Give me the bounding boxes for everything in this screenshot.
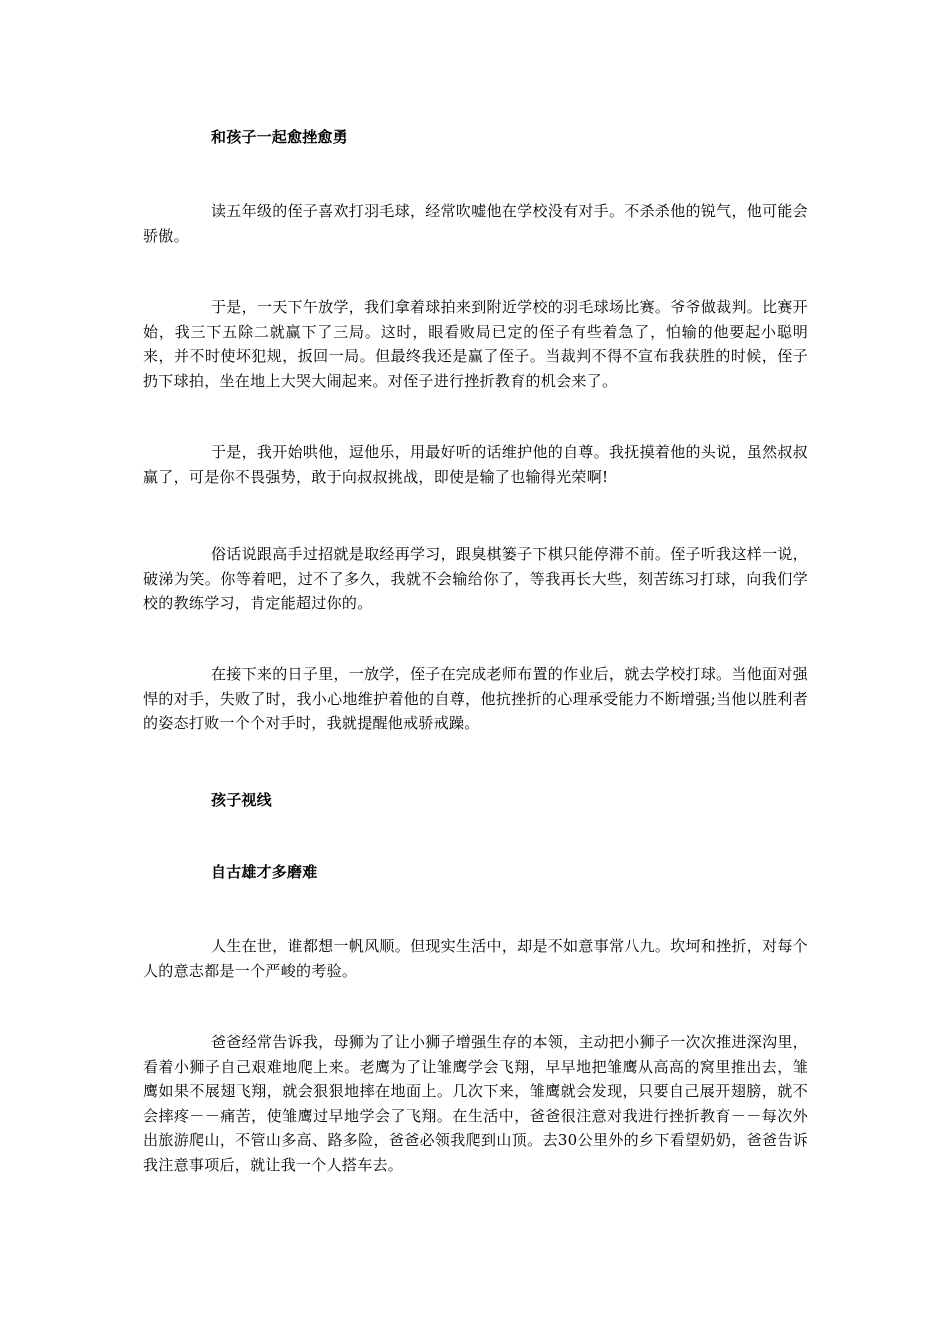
paragraph: 在接下来的日子里，一放学，侄子在完成老师布置的作业后，就去学校打球。当他面对强悍的对手，失败了时，我小心地维护着他的自尊，他抗挫折的心理承受能力不断增强;当他以胜利者的姿态打败一个个对手时，我就提醒他戒骄戒躁。	[143, 665, 808, 732]
section-title: 自古雄才多磨难	[211, 863, 318, 881]
paragraph: 于是，一天下午放学，我们拿着球拍来到附近学校的羽毛球场比赛。爷爷做裁判。比赛开始，我三下五除二就赢下了三局。这时，眼看败局已定的侄子有些着急了，怕输的他要起小聪明来，并不时使坏犯规，扳回一局。但最终我还是赢了侄子。当裁判不得不宣布我获胜的时候，侄子扔下球拍，坐在地上大哭大闹起来。对侄子进行挫折教育的机会来了。	[143, 298, 808, 390]
paragraph: 爸爸经常告诉我，母狮为了让小狮子增强生存的本领，主动把小狮子一次次推进深沟里，看着小狮子自己艰难地爬上来。老鹰为了让雏鹰学会飞翔，早早地把雏鹰从高高的窝里推出去，雏鹰如果不展翅飞翔，就会狠狠地摔在地面上。几次下来，雏鹰就会发现，只要自己展开翅膀，就不会摔疼－－痛苦，使雏鹰过早地学会了飞翔。在生活中，爸爸很注意对我进行挫折教育－－每次外出旅游爬山，不管山多高、路多险，爸爸必领我爬到山顶。去30公里外的乡下看望奶奶，爸爸告诉我注意事项后，就让我一个人搭车去。	[143, 1033, 808, 1174]
document-page	[143, 0, 808, 1344]
paragraph: 于是，我开始哄他，逗他乐，用最好听的话维护他的自尊。我抚摸着他的头说，虽然叔叔赢了，可是你不畏强势，敢于向叔叔挑战，即使是输了也输得光荣啊!	[143, 443, 808, 486]
paragraph: 读五年级的侄子喜欢打羽毛球，经常吹嘘他在学校没有对手。不杀杀他的锐气，他可能会骄傲。	[143, 202, 808, 245]
article-title: 和孩子一起愈挫愈勇	[211, 128, 348, 146]
section-label: 孩子视线	[211, 791, 272, 809]
paragraph: 俗话说跟高手过招就是取经再学习，跟臭棋篓子下棋只能停滞不前。侄子听我这样一说，破涕为笑。你等着吧，过不了多久，我就不会输给你了，等我再长大些，刻苦练习打球，向我们学校的教练学习，肯定能超过你的。	[143, 545, 808, 612]
paragraph: 人生在世，谁都想一帆风顺。但现实生活中，却是不如意事常八九。坎坷和挫折，对每个人的意志都是一个严峻的考验。	[143, 937, 808, 980]
